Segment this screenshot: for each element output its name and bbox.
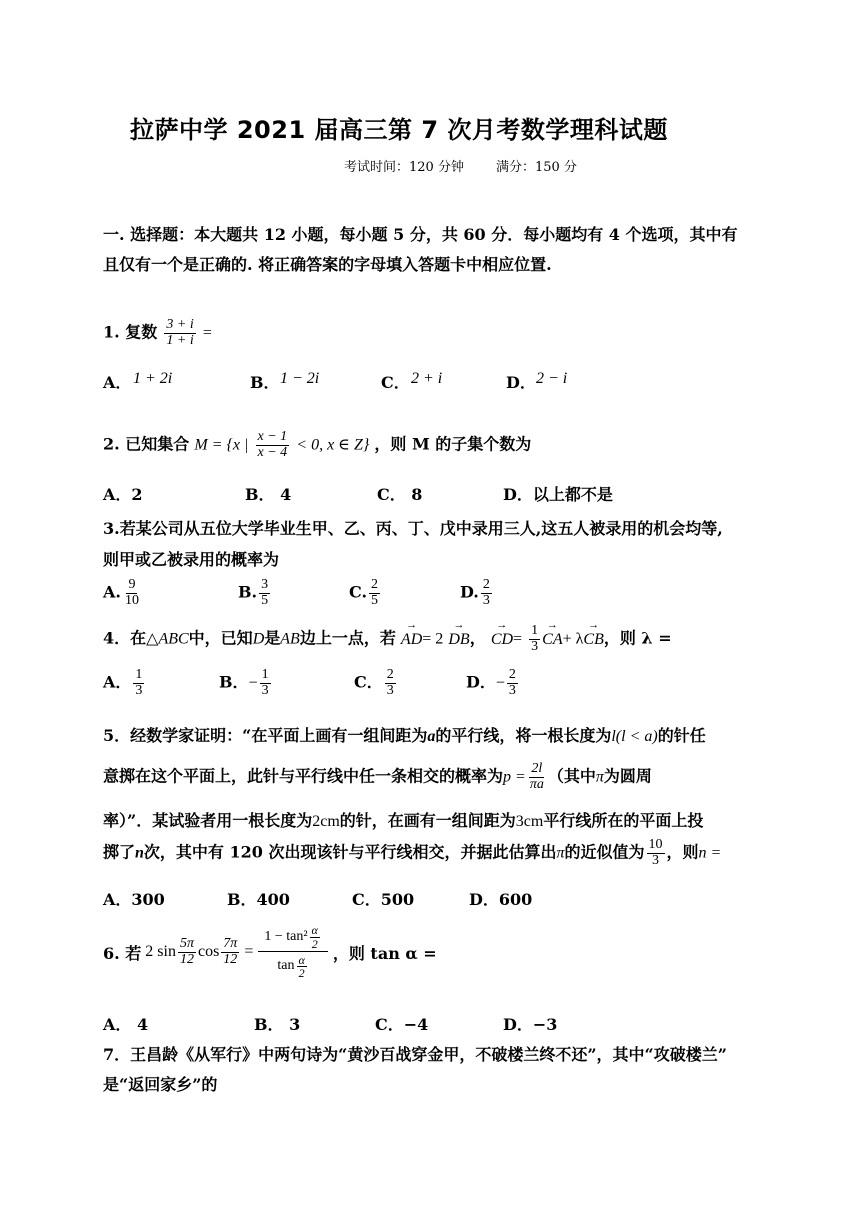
q1-option-a-label: A． — [103, 373, 132, 392]
vector-ca: → CA — [542, 631, 562, 649]
q1-option-b: 1 − 2i — [280, 370, 320, 387]
q4-stem: 4．在△ABC中，已知D是AB边上一点，若 → AD= 2 → DB， → CD= $\frac{1}{3}$ → CA+ λ→ CB，则 λ = — [103, 624, 672, 654]
q3-line2: 则甲或乙被录用的概率为 — [103, 550, 280, 569]
vector-cb: → CB — [583, 631, 603, 649]
q4-options — [103, 668, 703, 712]
q5-line1: 5．经数学家证明：“在平面上画有一组间距为a的平行线，将一根长度为l(l < a)的针任 — [103, 726, 706, 745]
section1-line2: 且仅有一个是正确的. 将正确答案的字母填入答题卡中相应位置. — [103, 255, 552, 274]
q1-stem: 1. 复数 $\frac{3 + i}{1 + i}$ = — [103, 317, 212, 348]
q5-line3: 率）”．某试验者用一根长度为2cm的针，在画有一组间距为3cm平行线所在的平面上投 — [103, 811, 704, 830]
q5-line4: 掷了n次，其中有 120 次出现该针与平行线相交，并据此估算出π的近似值为 $\frac{10}{3}$ ，则n = — [103, 837, 722, 868]
q5-line2: 意掷在这个平面上，此针与平行线中任一条相交的概率为p = $\frac{2l}{\pi a}$ （其中π为圆周 — [103, 761, 652, 792]
q5-option-c: C．500 — [352, 890, 415, 909]
q2-stem: 2. 已知集合 M = {x | $\frac{x - 1}{x - 4}$ < 0, x ∈ Z} ，则 M 的子集个数为 — [103, 429, 532, 460]
q2-option-d: D．以上都不是 — [503, 485, 613, 504]
q6-option-c: C．−4 — [375, 1015, 429, 1034]
q5-option-b: B．400 — [227, 890, 290, 909]
q4-option-a: A． $\frac{1}{3}$ — [103, 667, 143, 698]
q6-big-fraction: 1 − tan² $\frac{\alpha}{2}$ tan $\frac{\alpha}{2}$ — [258, 924, 328, 979]
q1-option-d-label: D． — [506, 373, 536, 392]
q4-option-b: B．− $\frac{1}{3}$ — [219, 667, 269, 698]
q1-option-d: 2 − i — [536, 370, 568, 387]
q3-option-d: D. $\frac{2}{3}$ — [460, 577, 490, 608]
q6-stem: 6. 若 2 sin $\frac{5\pi}{12}$ cos $\frac{7\pi}{12}$ = 1 − tan² $\frac{\alpha}{2}$ tan $\frac{\alpha}{2}$ ，则 tan α = — [103, 923, 437, 981]
q7-line2: 是“返回家乡”的 — [103, 1075, 218, 1094]
q1-option-c: 2 + i — [411, 370, 443, 387]
vector-ad: → AD — [401, 631, 422, 649]
q1-label: 1. 复数 — [103, 322, 158, 342]
q1-option-b-label: B． — [250, 373, 280, 392]
q4-option-d: D．− $\frac{2}{3}$ — [466, 667, 516, 698]
q3-option-b: B. $\frac{3}{5}$ — [238, 577, 269, 608]
exam-info — [344, 156, 577, 175]
q1-option-a: 1 + 2i — [133, 370, 173, 387]
exam-time: 考试时间：120 分钟 — [344, 160, 464, 175]
vector-cd: → CD — [491, 631, 513, 649]
q6-option-a: A． 4 — [103, 1015, 149, 1034]
q6-option-d: D．−3 — [503, 1015, 558, 1034]
q5-option-a: A．300 — [103, 890, 165, 909]
q2-fraction: $\frac{x - 1}{x - 4}$ — [257, 429, 288, 460]
full-score: 满分：150 分 — [495, 160, 577, 175]
section1-line1: 一. 选择题：本大题共 12 小题，每小题 5 分，共 60 分．每小题均有 4 个选项，其中有 — [103, 225, 738, 244]
q1-fraction: $\frac{3 + i}{1 + i}$ — [166, 317, 194, 348]
q2-option-a: A．2 — [103, 485, 143, 504]
q2-label: 2. 已知集合 — [103, 434, 190, 454]
q3-line1: 3.若某公司从五位大学毕业生甲、乙、丙、丁、戊中录用三人,这五人被录用的机会均等, — [103, 519, 723, 538]
q4-option-c: C． $\frac{2}{3}$ — [354, 667, 394, 698]
q3-options — [103, 578, 703, 622]
q5-option-d: D．600 — [469, 890, 533, 909]
q2-option-b: B． 4 — [245, 485, 292, 504]
vector-db: → DB — [448, 631, 469, 649]
q1-option-c-label: C． — [381, 373, 410, 392]
q2-option-c: C． 8 — [377, 485, 423, 504]
q6-option-b: B． 3 — [254, 1015, 301, 1034]
page-title: 拉萨中学 2021 届高三第 7 次月考数学理科试题 — [130, 116, 668, 144]
q3-option-c: C. $\frac{2}{5}$ — [349, 577, 379, 608]
q3-option-a: A. $\frac{9}{10}$ — [103, 577, 139, 608]
q7-line1: 7．王昌龄《从军行》中两句诗为“黄沙百战穿金甲，不破楼兰终不还”，其中“攻破楼兰” — [103, 1045, 727, 1064]
